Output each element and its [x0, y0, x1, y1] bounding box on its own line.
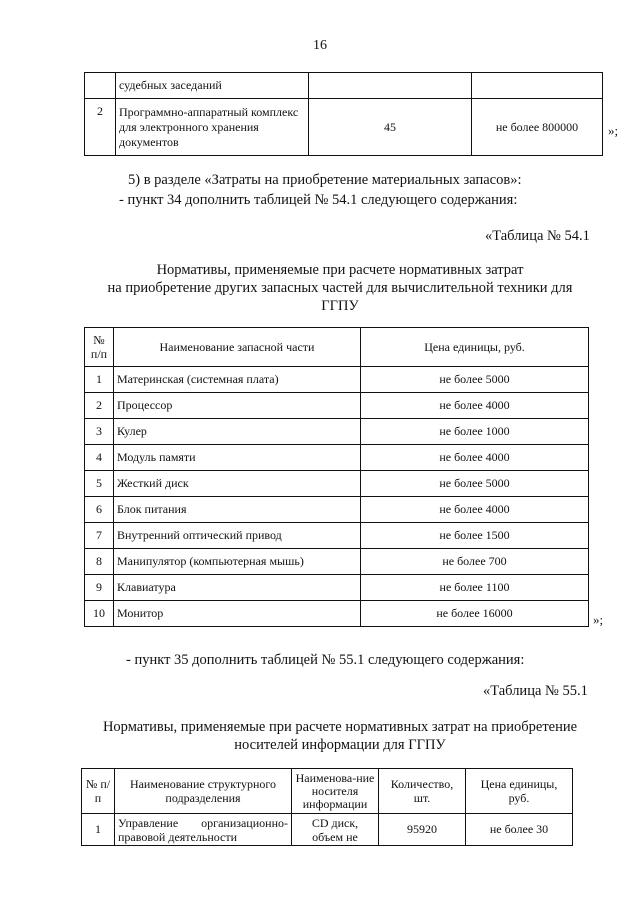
cell-name: Блок питания: [114, 497, 361, 523]
cell-name: Клавиатура: [114, 575, 361, 601]
cell-price: не более 1500: [361, 523, 589, 549]
table-row: [85, 549, 589, 575]
table-54-1-label: «Таблица № 54.1: [485, 228, 590, 244]
item-5-text: 5) в разделе «Затраты на приобретение материальных запасов»:: [128, 172, 522, 188]
cell-price: не более 4000: [361, 497, 589, 523]
cell-price: не более 5000: [361, 367, 589, 393]
table-row: [85, 393, 589, 419]
cell-media: CD диск, объем не: [292, 814, 379, 846]
header-name: Наименование запасной части: [114, 328, 361, 367]
cell-name: Жесткий диск: [114, 471, 361, 497]
cell-num: 5: [85, 471, 114, 497]
table-54-1-title-line3: ГГПУ: [321, 298, 359, 314]
cell-name: Процессор: [114, 393, 361, 419]
header-num: № п/п: [85, 328, 114, 367]
cell-num: 2: [85, 99, 116, 156]
cell-num: 1: [85, 367, 114, 393]
table-row: [85, 523, 589, 549]
cell-price: не более 1000: [361, 419, 589, 445]
cell-num: [85, 73, 116, 99]
cell-num: 8: [85, 549, 114, 575]
table-55-1-title-line2: носителей информации для ГГПУ: [234, 737, 446, 753]
top-table: [84, 72, 603, 156]
cell-qty: [309, 73, 472, 99]
cell-price: не более 5000: [361, 471, 589, 497]
cell-num: 1: [82, 814, 115, 846]
table-row: [85, 419, 589, 445]
table-row: [85, 601, 589, 627]
cell-num: 9: [85, 575, 114, 601]
cell-price: не более 700: [361, 549, 589, 575]
table-55-1-label: «Таблица № 55.1: [483, 683, 588, 699]
point-34-text: - пункт 34 дополнить таблицей № 54.1 следующего содержания:: [119, 192, 518, 208]
closing-quote: »;: [608, 123, 619, 138]
cell-num: 7: [85, 523, 114, 549]
header-media: Наименова-ние носителя информации: [292, 769, 379, 814]
table-55-1-title-line1: Нормативы, применяемые при расчете нормативных затрат на приобретение: [102, 719, 578, 735]
header-price: Цена единицы, руб.: [466, 769, 573, 814]
table-row: [85, 73, 603, 99]
header-num: № п/п: [82, 769, 115, 814]
table-55-1: [81, 768, 573, 846]
cell-num: 4: [85, 445, 114, 471]
cell-name: Кулер: [114, 419, 361, 445]
cell-price: не более 800000: [472, 99, 603, 156]
header-dept: Наименование структурного подразделения: [115, 769, 292, 814]
table-row: [85, 471, 589, 497]
table-row: [85, 575, 589, 601]
cell-name: Модуль памяти: [114, 445, 361, 471]
cell-num: 2: [85, 393, 114, 419]
closing-quote: »;: [593, 612, 604, 627]
table-54-1: [84, 327, 589, 627]
table-header-row: [82, 769, 573, 814]
table-row: [85, 497, 589, 523]
cell-name: Монитор: [114, 601, 361, 627]
cell-name: Манипулятор (компьютерная мышь): [114, 549, 361, 575]
cell-dept: Управление организационно-правовой деятельности: [115, 814, 292, 846]
cell-name: Материнская (системная плата): [114, 367, 361, 393]
cell-price: не более 1100: [361, 575, 589, 601]
cell-name: Программно-аппаратный комплекс для электронного хранения документов: [116, 99, 309, 156]
cell-price: не более 30: [466, 814, 573, 846]
table-row: [85, 367, 589, 393]
cell-price: [472, 73, 603, 99]
cell-price: не более 16000: [361, 601, 589, 627]
table-row: [85, 99, 603, 156]
cell-price: не более 4000: [361, 393, 589, 419]
table-row: [82, 814, 573, 846]
header-price: Цена единицы, руб.: [361, 328, 589, 367]
cell-num: 10: [85, 601, 114, 627]
cell-qty: 95920: [379, 814, 466, 846]
cell-num: 6: [85, 497, 114, 523]
table-54-1-title-line1: Нормативы, применяемые при расчете нормативных затрат: [156, 262, 524, 278]
cell-name: судебных заседаний: [116, 73, 309, 99]
page-number: 16: [313, 38, 327, 53]
cell-name: Внутренний оптический привод: [114, 523, 361, 549]
cell-num: 3: [85, 419, 114, 445]
table-54-1-title-line2: на приобретение других запасных частей для вычислительной техники для: [107, 280, 573, 296]
cell-price: не более 4000: [361, 445, 589, 471]
cell-qty: 45: [309, 99, 472, 156]
table-header-row: [85, 328, 589, 367]
table-row: [85, 445, 589, 471]
header-qty: Количество, шт.: [379, 769, 466, 814]
point-35-text: - пункт 35 дополнить таблицей № 55.1 следующего содержания:: [126, 652, 525, 668]
